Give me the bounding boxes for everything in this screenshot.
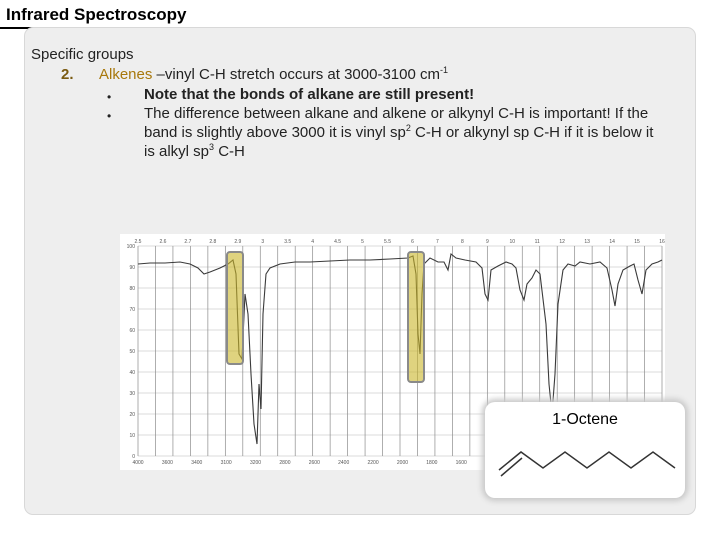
top-tick-label: 3.5 <box>284 239 292 245</box>
bullet-2-line-1: The difference between alkane and alkene or alkynyl C-H is important! If the <box>144 105 649 122</box>
x-tick-label: 3100 <box>220 460 232 466</box>
top-tick-label: 11 <box>534 239 540 245</box>
top-tick-label: 2.8 <box>209 239 217 245</box>
top-tick-label: 16 <box>659 239 665 245</box>
item-number: 2. <box>61 66 74 83</box>
y-tick-label: 0 <box>132 454 135 460</box>
x-tick-label: 3400 <box>191 460 203 466</box>
molecule-card <box>485 402 685 498</box>
bullet-1-text: Note that the bonds of alkane are still present! <box>144 86 475 103</box>
bullet-2-line-2-text-a: band is slightly above 3000 it is vinyl sp <box>144 124 406 141</box>
x-tick-label: 2200 <box>367 460 379 466</box>
y-tick-label: 100 <box>126 244 135 250</box>
item-superscript: -1 <box>440 65 449 75</box>
slide-title: Infrared Spectroscopy <box>6 5 187 24</box>
y-tick-label: 10 <box>129 433 135 439</box>
top-tick-label: 8 <box>460 239 464 245</box>
x-tick-label: 2600 <box>308 460 320 466</box>
top-tick-label: 6 <box>411 239 414 245</box>
top-tick-label: 9 <box>485 239 489 245</box>
top-tick-label: 12 <box>559 239 565 245</box>
top-tick-label: 2.6 <box>159 239 167 245</box>
x-tick-label: 1800 <box>426 460 438 466</box>
top-tick-label: 3 <box>261 239 265 245</box>
highlight-alkene-band <box>408 252 424 382</box>
top-tick-label: 14 <box>609 239 615 245</box>
top-tick-label: 4.5 <box>334 239 342 245</box>
bullet-2-line-2-text-b: C-H or alkynyl sp C-H if it is below it <box>410 124 654 141</box>
octene-structure <box>485 402 685 498</box>
top-tick-label: 13 <box>584 239 590 245</box>
top-tick-label: 7 <box>436 239 439 245</box>
term-alkenes: Alkenes <box>99 66 153 83</box>
y-tick-label: 70 <box>129 307 135 313</box>
x-tick-label: 4000 <box>132 460 144 466</box>
highlight-vinyl-ch <box>227 252 243 364</box>
bullet-marker: • <box>107 109 112 123</box>
top-tick-label: 2.9 <box>234 239 242 245</box>
top-tick-label: 10 <box>509 239 516 245</box>
y-tick-label: 90 <box>129 265 135 271</box>
item-description: –vinyl C-H stretch occurs at 3000-3100 cm <box>152 66 440 83</box>
bullet-2-line-3 <box>144 143 245 160</box>
superscript-2: 2 <box>405 123 411 133</box>
y-tick-label: 80 <box>129 286 135 292</box>
y-tick-label: 30 <box>129 391 135 397</box>
y-tick-label: 60 <box>129 328 135 334</box>
top-tick-label: 4 <box>311 239 315 245</box>
top-tick-label: 5.5 <box>384 239 392 245</box>
top-tick-label: 2.5 <box>134 239 142 245</box>
y-tick-label: 20 <box>129 412 135 418</box>
top-tick-label: 5 <box>361 239 364 245</box>
superscript-3: 3 <box>209 142 215 152</box>
x-tick-label: 3200 <box>249 460 262 466</box>
bullet-2-line-3-text-a: is alkyl sp <box>144 143 210 160</box>
y-tick-label: 50 <box>129 349 135 355</box>
bullet-marker: • <box>107 90 112 104</box>
top-tick-label: 2.7 <box>184 239 192 245</box>
section-heading: Specific groups <box>31 46 134 63</box>
carbon-chain <box>499 452 675 470</box>
x-tick-label: 1600 <box>455 460 467 466</box>
top-tick-label: 15 <box>634 239 640 245</box>
molecule-name: 1-Octene <box>552 411 618 428</box>
x-tick-label: 2800 <box>279 460 291 466</box>
x-tick-label: 3600 <box>161 460 173 466</box>
item-text <box>99 66 448 83</box>
x-tick-label: 2000 <box>396 460 409 466</box>
bullet-2-line-3-text-b: C-H <box>214 143 245 160</box>
y-tick-label: 40 <box>129 370 135 376</box>
x-tick-label: 2400 <box>338 460 350 466</box>
bullet-2-line-2 <box>144 124 653 141</box>
